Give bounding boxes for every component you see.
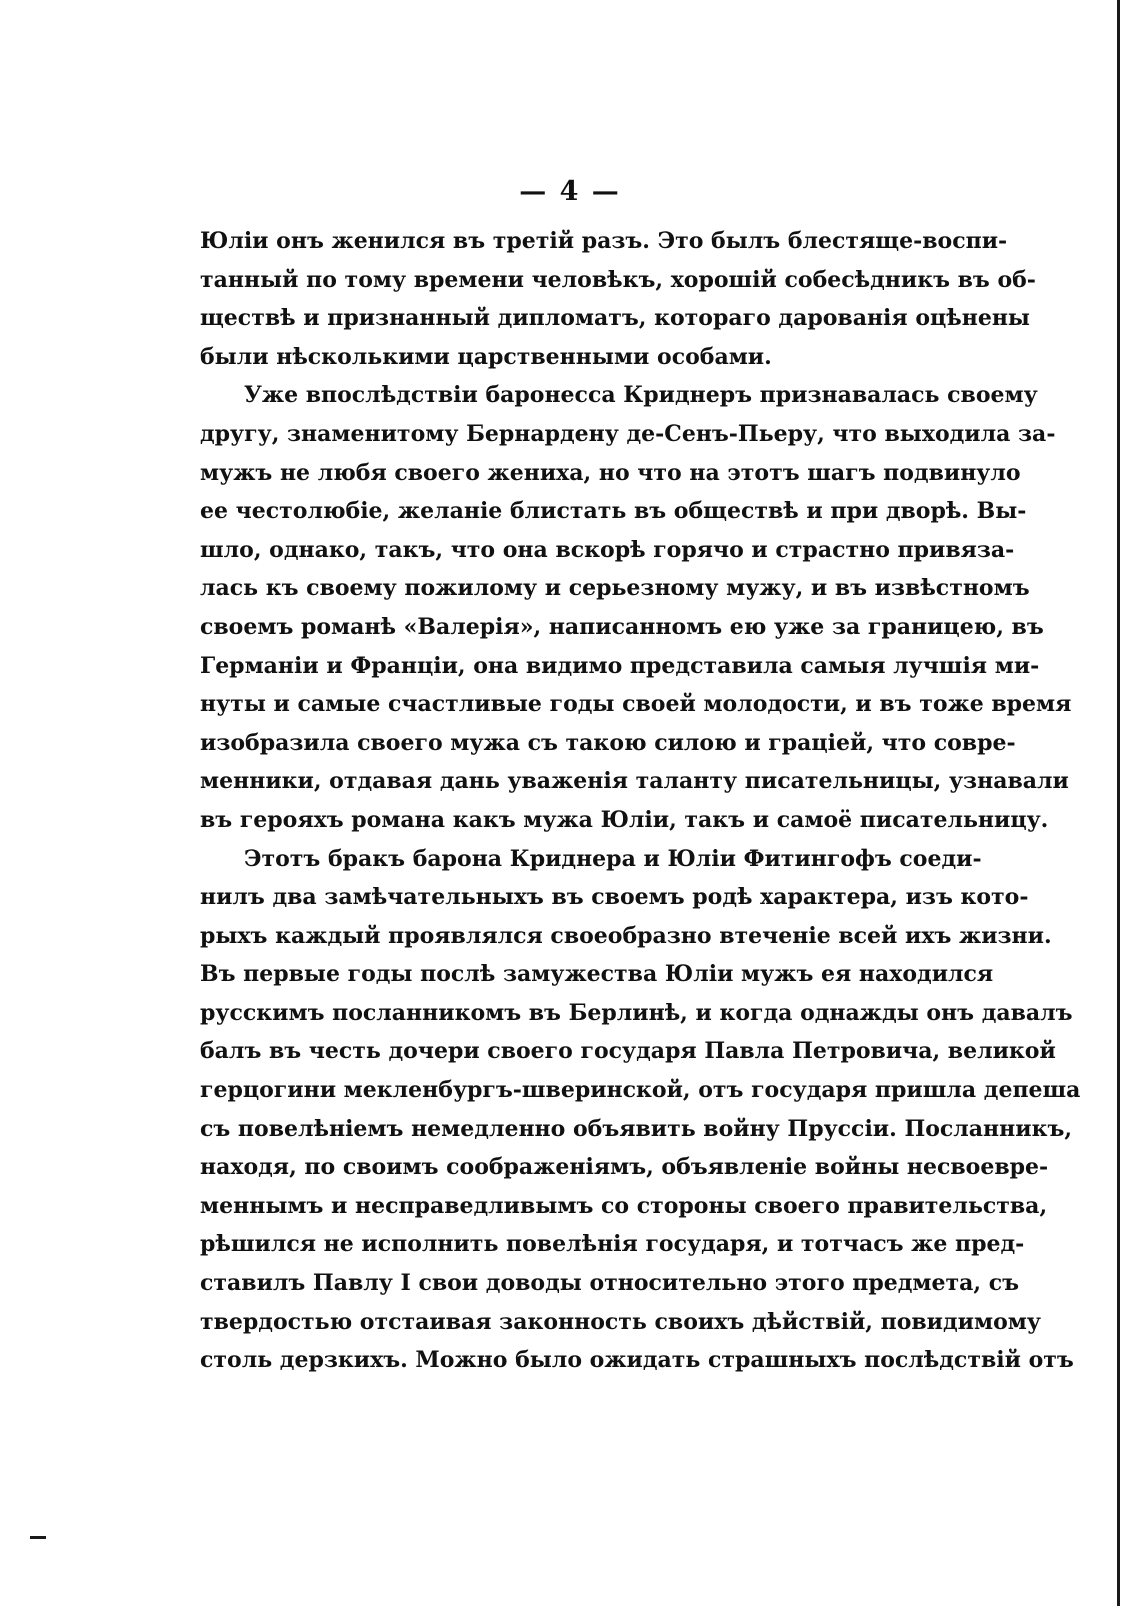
page-edge-rule [1117,0,1120,1606]
text-line: нуты и самые счастливые годы своей молодости, и въ тоже время [200,691,1072,718]
text-line: столь дерзкихъ. Можно было ожидать страшныхъ послѣдствій отъ [200,1347,1074,1374]
text-line: Этотъ бракъ барона Криднера и Юліи Фитингофъ соеди- [244,845,982,872]
text-line: лась къ своему пожилому и серьезному мужу, и въ извѣстномъ [200,575,1030,602]
text-line: шло, однако, такъ, что она вскорѣ горячо и страстно привяза- [200,536,1015,563]
paragraph [200,376,1072,839]
text-line: танный по тому времени человѣкъ, хорошій собесѣдникъ въ об- [200,266,1036,293]
text-line: Уже впослѣдствіи баронесса Криднеръ признавалась своему [244,382,1038,409]
paragraph [200,840,1081,1380]
text-line: Германіи и Франціи, она видимо представила самыя лучшія ми- [200,652,1040,679]
text-line: менники, отдавая дань уваженія таланту писательницы, узнавали [200,768,1069,795]
body-text [200,222,1081,1380]
page-number: — 4 — [519,176,621,207]
text-line: съ повелѣніемъ немедленно объявить войну Пруссіи. Посланникъ, [200,1115,1072,1142]
paragraph [200,222,1036,376]
text-line: рыхъ каждый проявлялся своеобразно втеченіе всей ихъ жизни. [200,922,1052,949]
text-line: были нѣсколькими царственными особами. [200,343,772,370]
text-line: ее честолюбіе, желаніе блистать въ обществѣ и при дворѣ. Вы- [200,498,1027,525]
text-line: герцогини мекленбургъ-шверинской, отъ государя пришла депеша [200,1077,1081,1104]
text-line: изобразила своего мужа съ такою силою и граціей, что совре- [200,729,1016,756]
text-line: въ герояхъ романа какъ мужа Юліи, такъ и самоё писательницу. [200,806,1049,833]
text-line: другу, знаменитому Бернардену де-Сенъ-Пьеру, что выходила за- [200,420,1056,447]
text-line: балъ въ честь дочери своего государя Павла Петровича, великой [200,1038,1056,1065]
text-line: нилъ два замѣчательныхъ въ своемъ родѣ характера, изъ кото- [200,884,1029,911]
margin-mark [30,1536,46,1539]
text-line: своемъ романѣ «Валерія», написанномъ ею уже за границею, въ [200,613,1044,640]
text-line: русскимъ посланникомъ въ Берлинѣ, и когда однажды онъ давалъ [200,999,1073,1026]
text-line: рѣшился не исполнить повелѣнія государя, и тотчасъ же пред- [200,1231,1025,1258]
text-line: ществѣ и признанный дипломатъ, котораго дарованія оцѣнены [200,305,1030,332]
text-line: твердостью отстаивая законность своихъ дѣйствій, повидимому [200,1308,1041,1335]
text-line: Въ первые годы послѣ замужества Юліи мужъ ея находился [200,961,994,988]
text-line: меннымъ и несправедливымъ со стороны своего правительства, [200,1192,1048,1219]
text-line: ставилъ Павлу I свои доводы относительно этого предмета, съ [200,1270,1020,1297]
text-line: мужъ не любя своего жениха, но что на этотъ шагъ подвинуло [200,459,1021,486]
text-line: Юліи онъ женился въ третій разъ. Это былъ блестяще-воспи- [200,228,1008,254]
text-line: находя, по своимъ соображеніямъ, объявленіе войны несвоевре- [200,1154,1049,1181]
